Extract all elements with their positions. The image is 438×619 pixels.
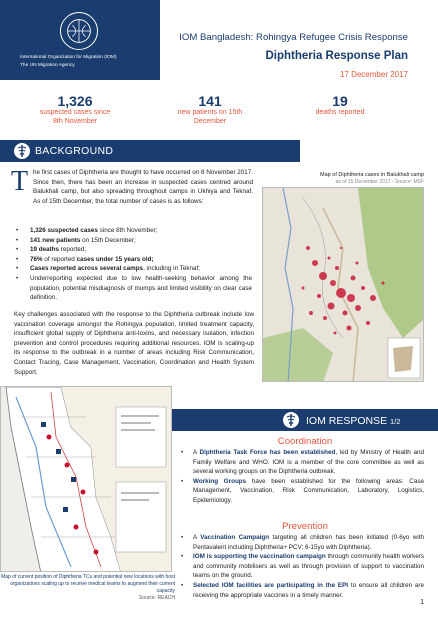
logo-org-name: International Organization for Migration (IOM) (20, 55, 117, 60)
section-title-background: BACKGROUND (35, 145, 114, 157)
drop-cap: T (11, 166, 29, 197)
list-item: • 19 deaths reported; (14, 245, 252, 255)
stat-suspected-cases (35, 93, 115, 126)
un-emblem-icon (60, 12, 98, 50)
list-item: • 1,326 suspected cases since 8th November; (14, 226, 252, 236)
list-item: • A Diphtheria Task Force has been established, led by Ministry of Health and Family Welfare and WHO. IOM is a member of the core committee as well as several working groups on the Diphtheria outbreak. (180, 448, 424, 477)
case-summary-list (14, 226, 252, 303)
stat-label: suspected cases since 8th November (39, 109, 111, 125)
iom-logo (0, 0, 160, 80)
list-item: • Selected IOM facilities are participating in the EPI to ensure all children are receiving the appropriate vaccines in a timely manner. (180, 581, 424, 600)
map-caption-text: Map of current position of Diphtheria TCs and potential new locations with host organizations scaling up to receive medical teams to augment their current capacity (1, 574, 175, 594)
map-title: Map of Diphtheria cases in Balukhali camp (320, 172, 424, 178)
list-item: • Underreporting expected due to low health-seeking behavior among the population, potential misdiagnosis of mumps and limited visibility on clear case definition. (14, 274, 252, 303)
map-subtitle: as of 15 December 2017 - Source: MSF (335, 179, 424, 185)
treatment-centres-map (0, 386, 172, 572)
map-caption-treatment-centres (0, 574, 175, 602)
stat-number: 141 (198, 93, 222, 109)
document-title: Diphtheria Response Plan (265, 50, 408, 62)
list-item: • Cases reported across several camps, including in Teknaf; (14, 264, 252, 274)
map-caption-balukhali (262, 172, 424, 186)
org-title: IOM Bangladesh: Rohingya Refugee Crisis Response (179, 32, 408, 43)
list-item: • A Vaccination Campaign targeting all children has been initiated (0-6yo with Pentavalent including Diphtheria+ PCV; 6-15yo with Diphtheria). (180, 533, 424, 552)
list-item: • 141 new patients on 15th December; (14, 236, 252, 246)
logo-tagline: The UN Migration Agency (20, 63, 75, 68)
list-item: • 76% of reported cases under 15 years old; (14, 255, 252, 265)
heading-prevention: Prevention (282, 521, 328, 532)
list-item: • Working Groups have been established for the following areas: Case Management, Vaccination, Risk Communication, Laboratory, Logistics, Epidemiology. (180, 477, 424, 506)
coordination-list (180, 448, 424, 506)
header (0, 0, 438, 80)
stat-number: 1,326 (57, 93, 93, 109)
stat-label: new patients on 15th December (177, 109, 243, 125)
list-item: • IOM is supporting the vaccination campaign through community health workers and community mobilisers as well as through provision of support to vaccination teams on the ground. (180, 552, 424, 581)
prevention-list (180, 533, 424, 600)
stat-label: deaths reported (315, 109, 365, 116)
section-title-iom-response: IOM RESPONSE 1/2 (306, 415, 401, 427)
stat-deaths (300, 93, 380, 118)
medical-emblem-icon (14, 143, 30, 159)
medical-emblem-icon (283, 412, 299, 428)
page-number: 1 (420, 599, 424, 606)
balukhali-cases-map (262, 187, 424, 382)
heading-coordination: Coordination (277, 436, 333, 447)
stat-number: 19 (332, 93, 348, 109)
map-source: Source: REACH (138, 595, 175, 601)
document-date: 17 December 2017 (339, 70, 408, 79)
background-paragraph: Key challenges associated with the response to the Diphtheria outbreak include low vaccination coverage amongst the Rohingya population, limited treatment capacity, insufficient global supply of Diphtheria anti-toxins, and necessary isolation, infection prevention and control procedures requiring additional resources. IOM is scaling-up its response to the outbreak in a number of areas including Risk Communication, Contact Tracing, Case Management, Vaccination, Coordination and Health System Support. (14, 311, 254, 376)
background-intro: he first cases of Diphtheria are thought to have occurred on 8 November 2017. Since then, there has been an increase in suspected cases centred around Balukhali camp, but also spreading throughout camps in Ukhiya and Teknaf. As of 15th December, the total number of cases is as follows: (33, 169, 253, 205)
stat-new-patients (175, 93, 245, 126)
